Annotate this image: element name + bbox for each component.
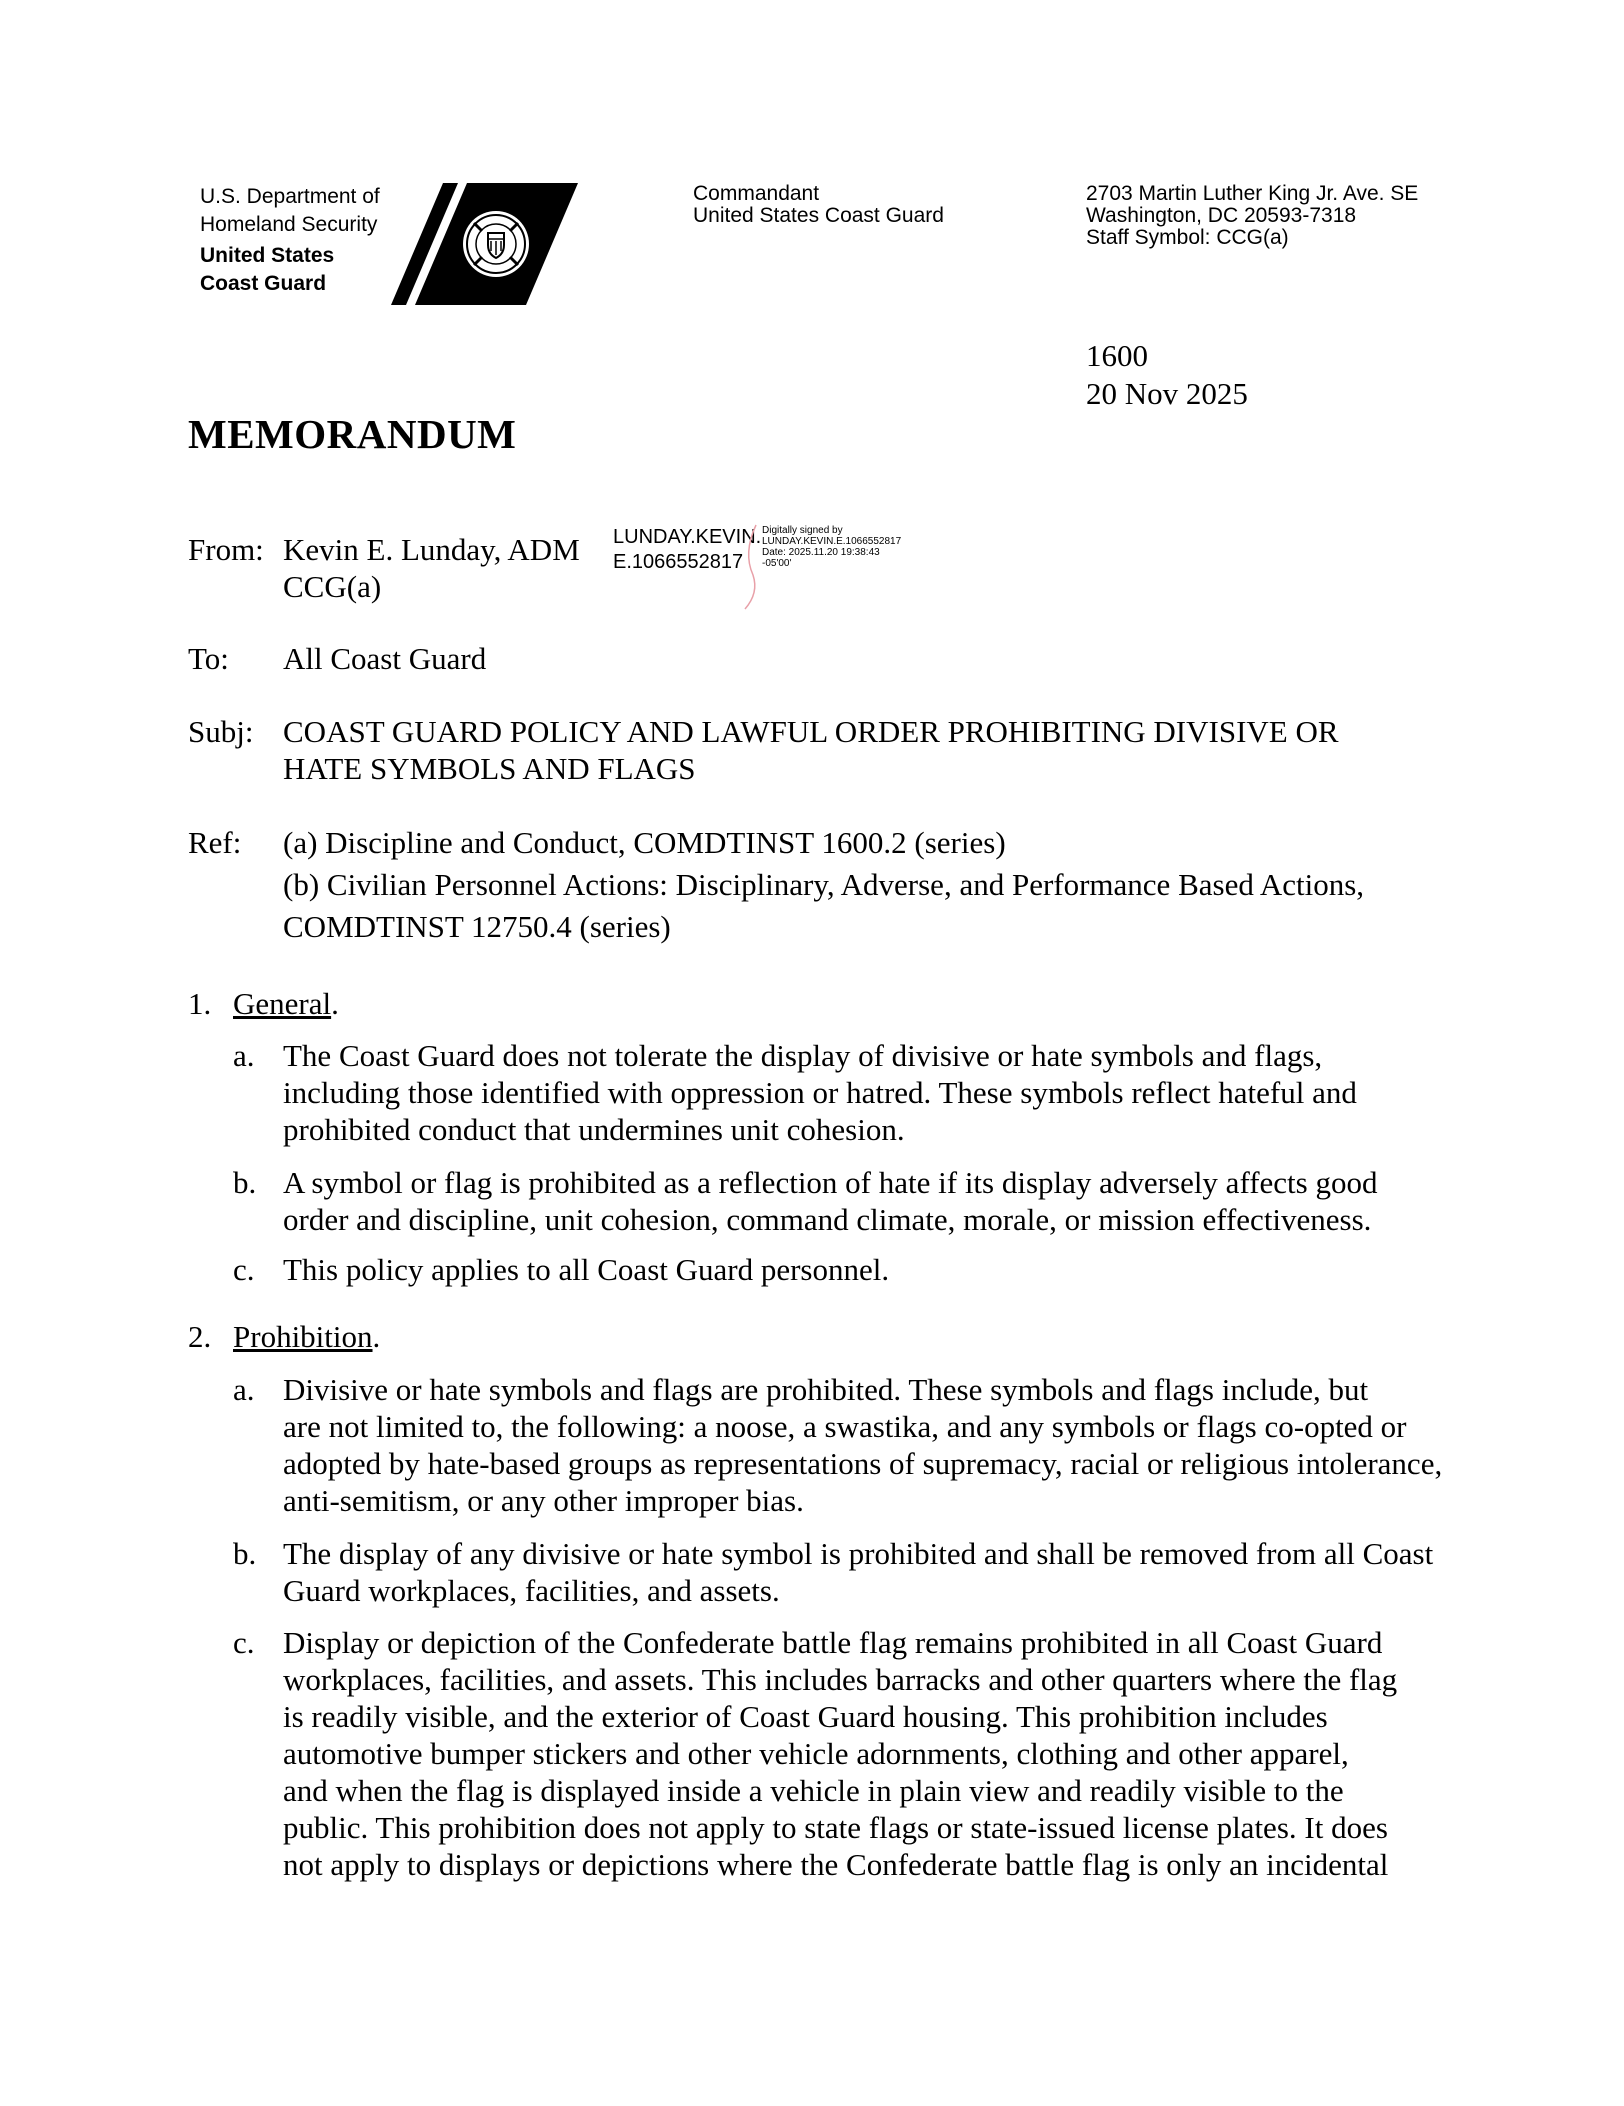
department-line-1: U.S. Department of: [200, 185, 380, 208]
signature-name-line-2: E.1066552817: [613, 551, 744, 573]
signature-info-line-3: Date: 2025.11.20 19:38:43: [762, 547, 880, 558]
ssic-code: 1600: [1086, 338, 1148, 373]
reference-b-line-2: COMDTINST 12750.4 (series): [283, 909, 671, 944]
organization-line-1: United States: [200, 244, 335, 267]
section-1b-letter: b.: [233, 1165, 257, 1200]
memo-date: 20 Nov 2025: [1086, 376, 1248, 411]
signature-name-line-1: LUNDAY.KEVIN.: [613, 526, 762, 548]
section-2a-letter: a.: [233, 1372, 255, 1407]
subject-line-2: HATE SYMBOLS AND FLAGS: [283, 751, 696, 786]
from-office: CCG(a): [283, 569, 382, 604]
text-line: anti-semitism, or any other improper bias.: [283, 1483, 804, 1518]
text-line: Divisive or hate symbols and flags are prohibited. These symbols and flags include, but: [283, 1372, 1369, 1407]
subject-label: Subj:: [188, 714, 254, 749]
text-line: prohibited conduct that undermines unit cohesion.: [283, 1112, 905, 1147]
text-line: is readily visible, and the exterior of Coast Guard housing. This prohibition includes: [283, 1699, 1328, 1734]
text-line: workplaces, facilities, and assets. This includes barracks and other quarters where the flag: [283, 1662, 1398, 1697]
text-line: Display or depiction of the Confederate battle flag remains prohibited in all Coast Guard: [283, 1625, 1383, 1660]
subject-line-1: COAST GUARD POLICY AND LAWFUL ORDER PROHIBITING DIVISIVE OR: [283, 714, 1339, 749]
section-1a-letter: a.: [233, 1038, 255, 1073]
section-1-number: 1.: [188, 986, 212, 1021]
address-line-2: Washington, DC 20593-7318: [1086, 204, 1357, 227]
department-line-2: Homeland Security: [200, 213, 378, 236]
section-2a-text: [283, 1371, 1443, 1519]
address-line-1: 2703 Martin Luther King Jr. Ave. SE: [1086, 182, 1419, 205]
department-block: [200, 183, 380, 298]
section-1b-text: [283, 1164, 1443, 1238]
text-line: adopted by hate-based groups as representations of supremacy, racial or religious intolerance,: [283, 1446, 1443, 1481]
text-line: including those identified with oppression or hatred. These symbols reflect hateful and: [283, 1075, 1357, 1110]
reference-a: (a) Discipline and Conduct, COMDTINST 1600.2 (series): [283, 825, 1006, 860]
from-label: From:: [188, 532, 264, 567]
signature-info-line-2: LUNDAY.KEVIN.E.1066552817: [762, 536, 902, 547]
coast-guard-seal-icon: [463, 211, 529, 277]
text-line: public. This prohibition does not apply to state flags or state-issued license plates. It does: [283, 1810, 1388, 1845]
ssic-date-block: [1086, 337, 1248, 413]
from-name: Kevin E. Lunday, ADM: [283, 532, 580, 567]
text-line: not apply to displays or depictions where the Confederate battle flag is only an incidental: [283, 1847, 1389, 1882]
to-value: All Coast Guard: [283, 641, 487, 676]
office-block: [693, 183, 944, 227]
text-line: and when the flag is displayed inside a vehicle in plain view and readily visible to the: [283, 1773, 1344, 1808]
section-2c-text: [283, 1624, 1443, 1883]
signature-mark-icon: [741, 523, 761, 611]
reference-label: Ref:: [188, 825, 242, 860]
section-2-heading: Prohibition.: [233, 1319, 381, 1354]
section-1-heading: General.: [233, 986, 339, 1021]
text-line: The Coast Guard does not tolerate the display of divisive or hate symbols and flags,: [283, 1038, 1323, 1073]
text-line: automotive bumper stickers and other vehicle adornments, clothing and other apparel,: [283, 1736, 1349, 1771]
address-block: [1086, 183, 1418, 249]
to-label: To:: [188, 641, 229, 676]
section-2b-letter: b.: [233, 1536, 257, 1571]
page-title: MEMORANDUM: [188, 411, 517, 457]
signature-info-line-1: Digitally signed by: [762, 525, 843, 536]
reference-b-line-1: (b) Civilian Personnel Actions: Disciplinary, Adverse, and Performance Based Actions,: [283, 867, 1365, 902]
organization-line-2: Coast Guard: [200, 272, 327, 295]
text-line: This policy applies to all Coast Guard personnel.: [283, 1252, 890, 1287]
text-line: A symbol or flag is prohibited as a reflection of hate if its display adversely affects good: [283, 1165, 1378, 1200]
office-line-1: Commandant: [693, 182, 820, 205]
text-line: order and discipline, unit cohesion, command climate, morale, or mission effectiveness.: [283, 1202, 1372, 1237]
text-line: Guard workplaces, facilities, and assets.: [283, 1573, 780, 1608]
section-1-heading-text: General: [233, 986, 332, 1021]
section-2-heading-text: Prohibition: [233, 1319, 373, 1354]
section-1c-text: [283, 1251, 1443, 1288]
text-line: are not limited to, the following: a noose, a swastika, and any symbols or flags co-opted or: [283, 1409, 1407, 1444]
section-2b-text: [283, 1535, 1443, 1609]
office-line-2: United States Coast Guard: [693, 204, 944, 227]
section-2-number: 2.: [188, 1319, 212, 1354]
coast-guard-logo: [388, 183, 578, 305]
staff-symbol: Staff Symbol: CCG(a): [1086, 226, 1289, 249]
digital-signature[interactable]: [613, 525, 902, 575]
section-2c-letter: c.: [233, 1625, 255, 1660]
section-1a-text: [283, 1037, 1443, 1148]
signature-info-line-4: -05'00': [762, 558, 792, 569]
section-1c-letter: c.: [233, 1252, 255, 1287]
signature-details: [762, 525, 901, 569]
text-line: The display of any divisive or hate symbol is prohibited and shall be removed from all Coast: [283, 1536, 1434, 1571]
